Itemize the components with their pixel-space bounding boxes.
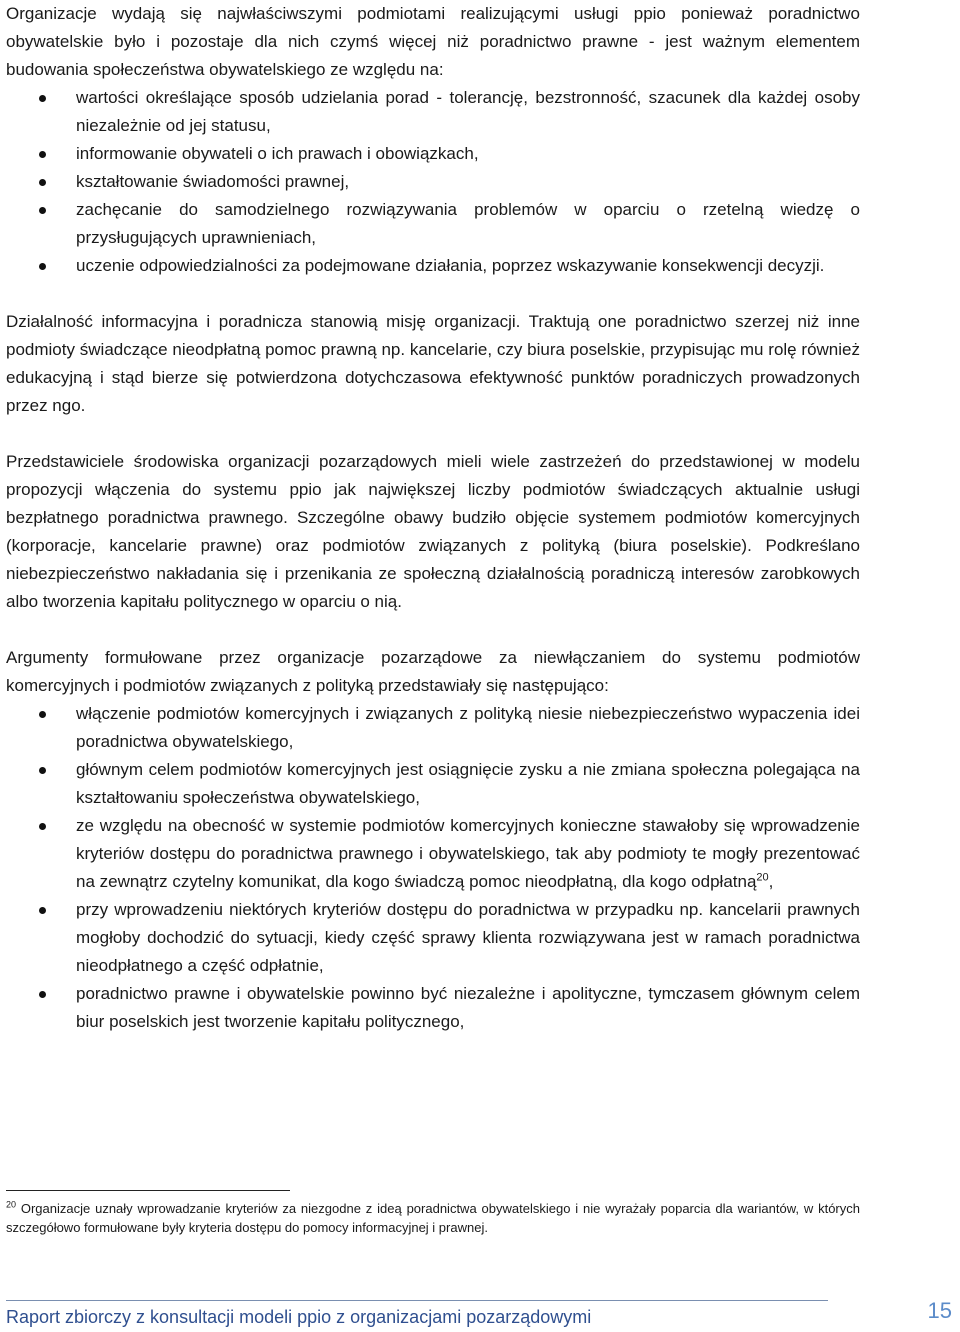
intro-paragraph: Organizacje wydają się najwłaściwszymi podmiotami realizującymi usługi ppio ponieważ poradnictwo obywatelskie było i pozostaje dla nich czymś więcej niż poradnictwo prawne - jest ważnym elementem budowania społeczeństwa obywatelskiego ze względu na: [6, 4, 860, 79]
list-item [6, 252, 860, 280]
bullet-icon [39, 767, 46, 774]
bullet-icon [39, 991, 46, 998]
page-number: 15 [927, 1298, 952, 1323]
footnote-text: Organizacje uznały wprowadzanie kryteriów za niezgodne z ideą poradnictwa obywatelskiego i nie wyrażały poparcia dla wariantów, w których szczegółowo formułowane były kryteria dostępu do pomocy informacyjnej i prawnej. [6, 1201, 860, 1235]
list-item [6, 980, 860, 1036]
list-item-text: ze względu na obecność w systemie podmiotów komercyjnych konieczne stawałoby się wprowadzenie kryteriów dostępu do poradnictwa prawnego i obywatelskiego, tak aby podmioty te mogły prezentować na zewnątrz czytelny komunikat, dla kogo świadczą pomoc nieodpłatną, dla kogo odpłatną [76, 816, 860, 891]
bullet-icon [39, 823, 46, 830]
bullet-icon [39, 263, 46, 270]
bullet-icon [39, 907, 46, 914]
values-list [6, 84, 860, 280]
footnote-separator [6, 1190, 290, 1191]
arguments-paragraph: Argumenty formułowane przez organizacje pozarządowe za niewłączaniem do systemu podmiotów komercyjnych i podmiotów związanych z polityką przedstawiały się następująco: [6, 648, 860, 695]
bullet-icon [39, 207, 46, 214]
list-item-text: głównym celem podmiotów komercyjnych jest osiągnięcie zysku a nie zmiana społeczna polegająca na kształtowaniu społeczeństwa obywatelskiego, [76, 760, 860, 807]
list-item-text: przy wprowadzeniu niektórych kryteriów dostępu do poradnictwa w przypadku np. kancelarii prawnych mogłoby dochodzić do sytuacji, kiedy część sprawy klienta rozwiązywana jest w ramach poradnictwa nieodpłatnego a część odpłatnie, [76, 900, 860, 975]
list-item-text: poradnictwo prawne i obywatelskie powinno być niezależne i apolityczne, tymczasem głównym celem biur poselskich jest tworzenie kapitału politycznego, [76, 984, 860, 1031]
list-item [6, 196, 860, 252]
footnote [6, 1199, 860, 1237]
bullet-icon [39, 95, 46, 102]
arguments-list [6, 700, 860, 1036]
list-item [6, 756, 860, 812]
paragraph-spacer [6, 420, 860, 448]
list-item-text: uczenie odpowiedzialności za podejmowane działania, poprzez wskazywanie konsekwencji decyzji. [76, 256, 825, 275]
footer-divider [6, 1300, 828, 1301]
mission-paragraph: Działalność informacyjna i poradnicza stanowią misję organizacji. Traktują one poradnictwo szerzej niż inne podmioty świadczące nieodpłatną pomoc prawną np. kancelarie, czy biura poselskie, przypisując mu rolę również edukacyjną i stąd bierze się potwierdzona dotychczasowa efektywność punktów poradniczych prowadzonych przez ngo. [6, 312, 860, 415]
bullet-icon [39, 151, 46, 158]
paragraph-spacer [6, 616, 860, 644]
list-item [6, 168, 860, 196]
reservations-paragraph: Przedstawiciele środowiska organizacji pozarządowych mieli wiele zastrzeżeń do przedstawionej w modelu propozycji włączenia do systemu ppio jak największej liczby podmiotów świadczących aktualnie usługi bezpłatnego poradnictwa prawnego. Szczególne obawy budziło objęcie systemem podmiotów komercyjnych (korporacje, kancelarie prawne) oraz podmiotów związanych z polityką (biura poselskie). Podkreślano niebezpieczeństwo nakładania się i przenikania ze społeczną działalnością poradniczą interesów zarobkowych albo tworzenia kapitału politycznego w oparciu o nią. [6, 452, 860, 611]
footnote-reference[interactable]: 20 [756, 871, 769, 884]
list-item [6, 140, 860, 168]
footer-title: Raport zbiorczy z konsultacji modeli ppio z organizacjami pozarządowymi [6, 1307, 592, 1327]
document-body [6, 0, 860, 1036]
list-item-text: zachęcanie do samodzielnego rozwiązywania problemów w oparciu o rzetelną wiedzę o przysługujących uprawnieniach, [76, 200, 860, 247]
bullet-icon [39, 711, 46, 718]
bullet-icon [39, 179, 46, 186]
list-item-text: kształtowanie świadomości prawnej, [76, 172, 350, 191]
list-item [6, 84, 860, 140]
footnote-number: 20 [6, 1199, 17, 1210]
list-item-text: włączenie podmiotów komercyjnych i związanych z polityką niesie niebezpieczeństwo wypaczenia idei poradnictwa obywatelskiego, [76, 704, 860, 751]
list-item-tail: , [768, 872, 774, 891]
list-item [6, 700, 860, 756]
list-item [6, 812, 860, 896]
list-item-text: wartości określające sposób udzielania porad - tolerancję, bezstronność, szacunek dla każdej osoby niezależnie od jej statusu, [76, 88, 860, 135]
paragraph-spacer [6, 280, 860, 308]
list-item [6, 896, 860, 980]
list-item-text: informowanie obywateli o ich prawach i obowiązkach, [76, 144, 479, 163]
